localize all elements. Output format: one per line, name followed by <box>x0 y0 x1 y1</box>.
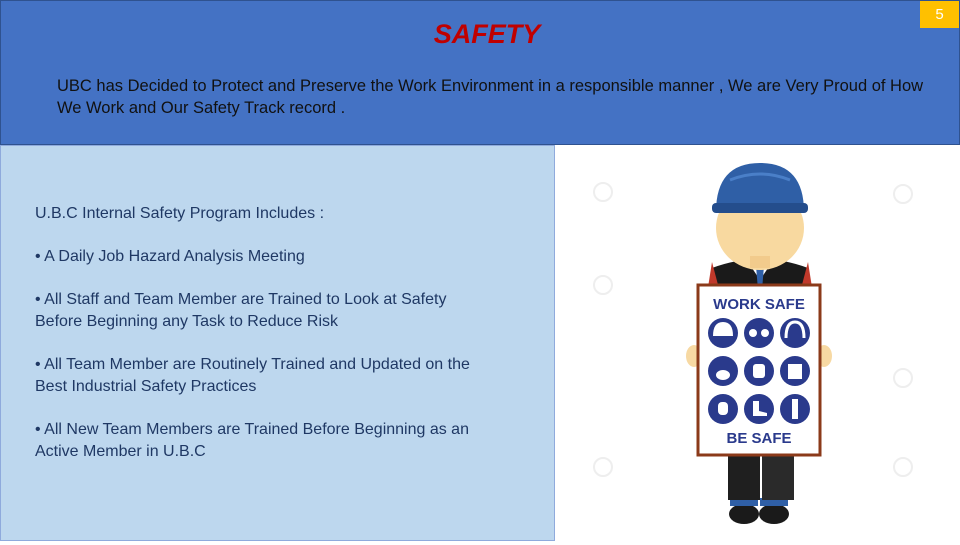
dust-mask-icon <box>708 356 738 386</box>
program-item: • All Team Member are Routinely Trained and Updated on the Best Industrial Safety Practices <box>35 356 470 395</box>
program-item: • All Staff and Team Member are Trained to Look at Safety Before Beginning any Task to Reduce Risk <box>35 291 447 330</box>
ear-protection-icon <box>780 318 810 348</box>
intro-text: UBC has Decided to Protect and Preserve the Work Environment in a responsible manner , We are Very Proud of How We Work and Our Safety Track record . <box>57 77 924 117</box>
gloves-icon <box>708 394 738 424</box>
respirator-icon <box>744 356 774 386</box>
slide-title: SAFETY <box>433 19 541 49</box>
page-number: 5 <box>920 1 959 28</box>
sign-top-text: WORK SAFE <box>713 296 805 313</box>
safety-worker-figure <box>555 145 960 540</box>
hard-hat-icon <box>708 318 738 348</box>
slide-header <box>0 0 960 145</box>
safety-worker-illustration <box>555 145 960 540</box>
program-item: • A Daily Job Hazard Analysis Meeting <box>35 248 305 265</box>
safety-program-list <box>35 203 475 484</box>
safety-program-panel <box>0 145 555 541</box>
safety-goggles-icon <box>744 318 774 348</box>
protective-clothing-icon <box>780 356 810 386</box>
program-item: • All New Team Members are Trained Before Beginning as an Active Member in U.B.C <box>35 421 469 460</box>
program-heading: U.B.C Internal Safety Program Includes : <box>35 205 325 222</box>
sign-bottom-text: BE SAFE <box>726 430 792 447</box>
harness-icon <box>780 394 810 424</box>
safety-boots-icon <box>744 394 774 424</box>
